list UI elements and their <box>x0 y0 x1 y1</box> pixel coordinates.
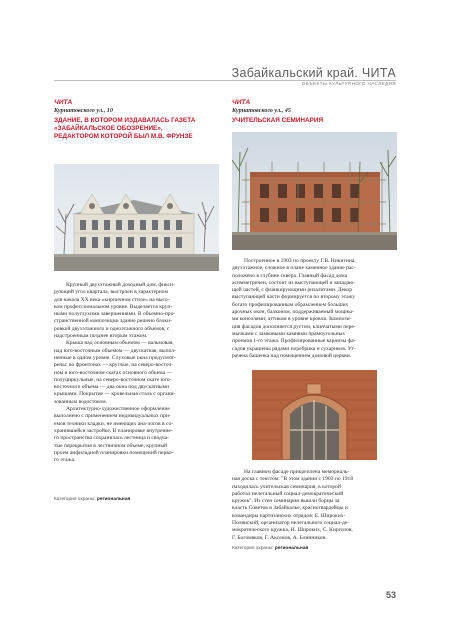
right-body-line: положено в глубине сквера. Главный фасад дома <box>232 272 348 279</box>
right-heading-line: УЧИТЕЛЬСКАЯ СЕМИНАРИЯ <box>232 117 324 124</box>
right-body-line: выступающей части формируется по второму этажу <box>232 294 356 301</box>
left-body-line: тые перекрытия в лестничном объеме, крупный <box>54 442 168 449</box>
right-category-label: Категория охраны: <box>232 546 274 551</box>
left-body-line: рующий угол квартала, выстроен в характерном <box>54 289 168 296</box>
building-photo-right <box>232 132 397 250</box>
right-body-line: ция фасадов дополняется рустом, клинчатыми пере- <box>232 323 356 330</box>
left-body-line: проем анфиладной планировки помещений перво- <box>54 449 174 456</box>
left-body-line: для начала XX века «кирпичном стиле» на высо- <box>54 296 170 303</box>
right-category-value: региональная <box>274 546 309 551</box>
right-heading <box>232 117 397 125</box>
left-body-line: над юго-восточным объемом — двускатная, выпол- <box>54 347 176 354</box>
right-body-line: Г. Богомяков, Г. Аксенов, А. Блинников. <box>232 534 327 541</box>
left-body-line: крышами. Покрытие — кровельная сталь с органи- <box>54 391 176 398</box>
right-body-line: На главном фасаде прикреплена мемориаль- <box>244 469 350 475</box>
right-photo <box>232 132 397 250</box>
right-body-line: находилась учительская семинария, в которой <box>232 483 341 490</box>
right-body-line: ми консолями; аттиком в уровне кровли. Компози- <box>232 316 352 323</box>
left-heading-line: «ЗАБАЙКАЛЬСКОЕ ОБОЗРЕНИЕ», <box>54 125 163 132</box>
right-body-line: арочных окон, балконом, поддерживаемый мощны- <box>232 309 354 316</box>
page-subtitle: ОБЪЕКТЫ КУЛЬТУРНОГО НАСЛЕДИЯ <box>301 81 396 86</box>
left-body-line: го пространства сохранилась лестница и сводча- <box>54 435 169 442</box>
left-body-line: Архитектурно-художественное оформление <box>66 406 170 413</box>
left-city: ЧИТА <box>54 99 73 106</box>
right-body-line: асимметричен, состоит из выступающей и западаю- <box>232 279 356 286</box>
left-body <box>54 282 219 464</box>
left-body-line: зованным водостоком. <box>54 398 107 405</box>
left-body-line: Крыша над основным объемом — вальмовая, <box>66 340 174 347</box>
left-body-line: ными полуглухими завершениями. В объемно-про- <box>54 311 176 318</box>
left-body-line: Крупный двухэтажный доходный дом, фикси- <box>66 282 175 288</box>
page-title: Забайкальский край. ЧИТА <box>231 66 396 80</box>
left-body-line: полуциркульные, на северо-восточном скате юго- <box>54 376 172 383</box>
left-heading-line: РЕДАКТОРОМ КОТОРОЙ БЫЛ М.В. ФРУНЗЕ <box>54 133 193 140</box>
right-city: ЧИТА <box>232 99 251 106</box>
left-category <box>54 497 130 502</box>
left-body-line: ком профессиональном уровне. Выделяется круп- <box>54 303 173 310</box>
right-body-line: власть Советов в Забайкалье, красногвардейцы и <box>232 505 348 512</box>
left-heading-line: ЗДАНИЕ, В КОТОРОМ ИЗДАВАЛАСЬ ГАЗЕТА <box>54 117 196 124</box>
right-body-line: мократического кружка, Н. Широких, С. Киргизов, <box>232 527 353 534</box>
left-category-value: региональная <box>96 497 131 502</box>
right-body-line: проемов 1-го этажа. Профилированные карнизы фа- <box>232 338 356 345</box>
right-body-line: работал нелегальный социал-демократический <box>232 490 344 497</box>
building-photo-left <box>54 164 219 271</box>
right-body-line: мычками с замковыми камнями прямоугольных <box>232 330 346 337</box>
left-body-line: выполнено с применением индивидуальных при- <box>54 413 171 420</box>
window-photo <box>252 370 377 460</box>
left-body-line: надстроенным позднее вторым этажом. <box>54 333 148 340</box>
right-article <box>232 99 397 125</box>
right-body-line: рачена башенка над помещением домовой церкви. <box>232 352 352 359</box>
right-body-line: ная доска с текстом: "В этом здании с 1903 по 1918 <box>232 476 354 483</box>
right-body-b <box>232 469 397 542</box>
right-body-line: кружок". Из стен семинарии вышли борцы за <box>232 498 340 505</box>
left-body-line: ненные в одном уровне. Слуховые окна предусмот- <box>54 354 176 361</box>
right-body-line: Построенное в 1903 по проекту Г.В. Никитина, <box>244 258 356 264</box>
left-body-line: восточного объема — два окна под двускатными <box>54 384 170 391</box>
right-body-line: богато профилированным обрамлением больших <box>232 301 349 308</box>
left-body-line: ном и юго-восточном скатах основного объема — <box>54 369 172 376</box>
left-body-line: рены: во фронтонах — круглые, на северо-восточ- <box>54 362 174 369</box>
left-body-line: емов техники кладки, не имеющих ана-логов в со- <box>54 420 174 427</box>
left-body-line: хранившейся застройке. В планировке внутренне- <box>54 427 173 434</box>
right-street: Курнатовского ул., 45 <box>232 107 291 114</box>
right-body-line: командиры партизанских отрядов: Е. Широких- <box>232 512 346 519</box>
window-detail-photo <box>252 370 377 460</box>
right-body-line: садов украшены рядами поребрика и сухариков. Ут- <box>232 345 356 352</box>
left-heading <box>54 117 219 141</box>
left-body-line: ровкой двухэтажного и одноэтажного объемов, с <box>54 325 170 332</box>
right-body-a <box>232 258 397 360</box>
left-street: Курнатовского ул., 10 <box>54 107 113 114</box>
right-body-line: двухэтажное, сложное в плане каменное здание рас- <box>232 265 356 272</box>
right-category <box>232 546 308 551</box>
left-body-line: го этажа. <box>54 457 76 464</box>
right-body-line: Полянский, организатор нелегального социал-де- <box>232 520 350 527</box>
left-category-label: Категория охраны: <box>54 497 96 502</box>
page-number: 53 <box>385 590 396 600</box>
left-article <box>54 99 219 141</box>
left-photo <box>54 164 219 271</box>
right-body-line: щей частей, с фланкирующими ризалитами. Декор <box>232 287 352 294</box>
left-body-line: странственной композиции здание решено блоки- <box>54 318 172 325</box>
